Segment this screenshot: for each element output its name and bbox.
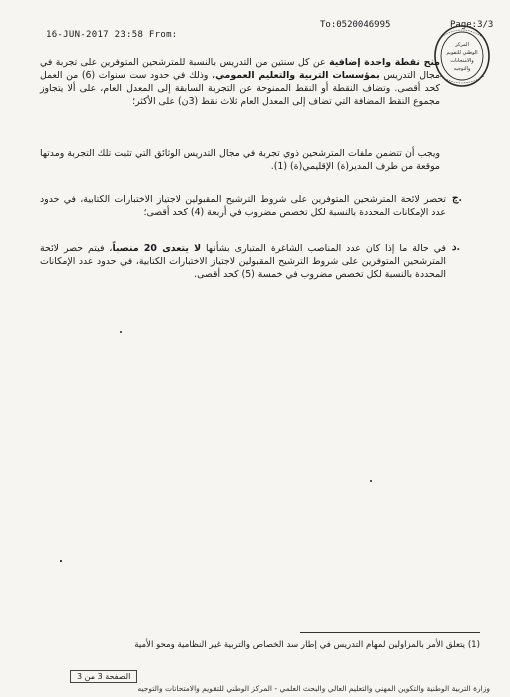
scan-speck [370,480,372,482]
paragraph-written-exam-quota-five [40,242,446,281]
item-marker-jim: ج. [452,193,462,204]
p2-text: ويجب أن تتضمن ملفات المترشحين ذوي تجربة في مجال التدريس الوثائق التي تثبت تلك التجربة ومدتها موقعة من طرف المدير(ة) الإقليمي(ة) (1). [40,148,440,172]
scan-speck [120,331,122,333]
bottom-footer-strip: وزارة التربية الوطنية والتكوين المهني والتعليم العالي والبحث العلمي - المركز الوطني للتقويم والامتحانات والتوجيه [137,684,490,693]
page-number: الصفحة 3 من 3 [70,670,137,683]
p1-bold-mid: بمؤسسات التربية والتعليم العمومي [215,70,380,81]
fax-to-number: To:0520046995 [320,20,391,30]
footnote [40,640,480,650]
seal-line-4: والتوجيه [453,66,471,72]
paragraph-experience-points [40,56,440,108]
paragraph-written-exam-quota-four [40,193,446,219]
footnote-divider [300,632,480,633]
p4-bold: لا يتعدى 20 منصباً [112,243,202,254]
seal-line-1: المركز [455,42,469,48]
p1-bold-lead: منح نقطة واحدة إضافية [329,57,440,68]
p4-lead: في حالة ما إذا كان عدد المناصب الشاغرة المتبارى بشأنها [201,243,446,254]
p1-text: عن كل سنتين من التدريس بالنسبة للمترشحين المتوفرين على تجربة في مجال التدريس [40,57,440,81]
scan-speck [60,560,62,562]
footnote-text: يتعلق الأمر بالمزاولين لمهام التدريس في إطار سد الخصاص والتربية غير النظامية ومحو الأمية [134,640,466,650]
footnote-marker: (1) [467,640,480,650]
p4-tail: ، فيتم حصر لائحة المترشحين المتوفرين على شروط الترشيح المقبولين لاجتياز الاختبارات الكتابية، في حدود عدد الإمكانات المحددة بالنسبة لكل تخصص مضروب في خمسة (5) كحد أقصى. [40,243,446,280]
seal-line-2: الوطني للتقويم [446,50,478,56]
item-marker-dal: د. [452,242,460,253]
official-seal-icon [432,18,492,88]
paragraph-experience-documents [40,147,440,173]
seal-line-3: والامتحانات [450,58,474,64]
fax-datetime: 16-JUN-2017 23:58 From: [46,30,178,40]
p3-text: تحصر لائحة المترشحين المتوفرين على شروط الترشيح المقبولين لاجتياز الاختبارات الكتابية، في حدود عدد الإمكانات المحددة بالنسبة لكل تخصص مضروب في أربعة (4) كحد أقصى؛ [40,194,446,218]
fax-page-count: Page:3/3 [450,20,494,30]
p1-tail: ، وذلك في حدود ست سنوات (6) من العمل كحد أقصى. وتضاف النقطة أو النقط الممنوحة عن التجربة السابقة إلى المعدل العام، على ألا يتجاوز مجموع النقط المضافة التي تضاف إلى المعدل العام ثلاث نقط (3ن) على الأكثر؛ [40,70,440,107]
